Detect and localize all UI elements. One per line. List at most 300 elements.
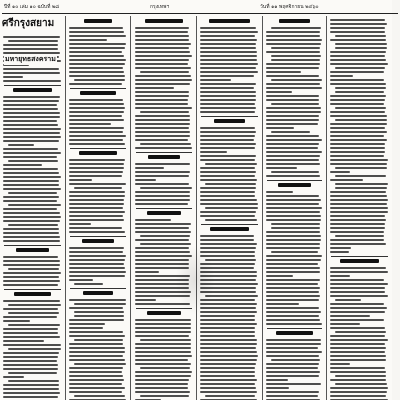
text-line bbox=[8, 144, 34, 146]
text-line bbox=[3, 184, 59, 186]
text-line bbox=[200, 319, 255, 321]
text-line bbox=[200, 331, 255, 333]
text-line bbox=[266, 163, 320, 165]
section-rule bbox=[4, 85, 61, 86]
text-line bbox=[3, 232, 59, 234]
text-line bbox=[3, 212, 60, 214]
text-line bbox=[69, 383, 122, 385]
text-line bbox=[3, 364, 58, 366]
text-line bbox=[135, 175, 189, 177]
text-line bbox=[266, 71, 301, 73]
text-line bbox=[69, 335, 125, 337]
text-line bbox=[69, 115, 122, 117]
section-rule bbox=[136, 208, 192, 209]
text-line bbox=[266, 75, 319, 77]
text-line bbox=[200, 35, 255, 37]
text-line bbox=[200, 43, 256, 45]
text-line bbox=[266, 307, 319, 309]
text-line bbox=[200, 63, 258, 65]
text-line bbox=[271, 79, 322, 81]
text-line bbox=[140, 143, 191, 145]
text-line bbox=[135, 135, 190, 137]
text-line bbox=[266, 291, 319, 293]
column-heading bbox=[14, 292, 51, 296]
section-rule bbox=[70, 288, 126, 289]
text-line bbox=[266, 95, 319, 97]
text-line bbox=[135, 27, 189, 29]
text-line bbox=[8, 192, 57, 194]
text-line bbox=[200, 151, 227, 153]
text-line bbox=[266, 143, 319, 145]
text-line bbox=[266, 367, 318, 369]
text-line bbox=[330, 311, 385, 313]
text-line bbox=[74, 363, 126, 365]
section-rule bbox=[70, 236, 126, 237]
text-line bbox=[3, 44, 58, 46]
text-line bbox=[266, 107, 321, 109]
column-5 bbox=[265, 16, 324, 400]
text-line bbox=[200, 131, 256, 133]
text-line bbox=[266, 39, 322, 41]
text-line bbox=[135, 131, 190, 133]
text-line bbox=[335, 235, 384, 237]
text-line bbox=[3, 240, 60, 242]
text-line bbox=[330, 363, 350, 365]
text-line bbox=[200, 339, 257, 341]
column-heading bbox=[84, 19, 113, 23]
text-line bbox=[330, 23, 387, 25]
text-line bbox=[330, 39, 386, 41]
text-line bbox=[330, 355, 386, 357]
text-line bbox=[135, 355, 192, 357]
column-heading bbox=[82, 239, 114, 243]
text-line bbox=[69, 323, 105, 325]
text-line bbox=[135, 231, 191, 233]
text-line bbox=[135, 167, 164, 169]
text-line bbox=[266, 87, 322, 89]
text-line bbox=[200, 327, 255, 329]
text-line bbox=[3, 36, 60, 38]
text-line bbox=[330, 351, 385, 353]
text-line bbox=[266, 239, 321, 241]
section-rule bbox=[70, 148, 126, 149]
text-line bbox=[135, 123, 190, 125]
text-line bbox=[140, 367, 190, 369]
text-line bbox=[330, 171, 350, 173]
text-line bbox=[266, 119, 319, 121]
text-line bbox=[3, 72, 60, 74]
text-line bbox=[200, 67, 256, 69]
text-line bbox=[3, 376, 24, 378]
column-rule-4 bbox=[262, 16, 263, 400]
text-line bbox=[200, 39, 257, 41]
text-line bbox=[135, 119, 190, 121]
text-line bbox=[200, 367, 255, 369]
text-line bbox=[8, 324, 60, 326]
text-line bbox=[3, 196, 59, 198]
text-line bbox=[205, 395, 255, 397]
text-line bbox=[266, 219, 321, 221]
text-line bbox=[271, 131, 310, 133]
text-line bbox=[266, 155, 320, 157]
text-line bbox=[3, 264, 60, 266]
text-line bbox=[335, 175, 386, 177]
text-line bbox=[3, 316, 57, 318]
text-line bbox=[135, 359, 188, 361]
text-line bbox=[3, 396, 58, 398]
text-line bbox=[135, 51, 190, 53]
text-line bbox=[69, 343, 123, 345]
text-line bbox=[266, 91, 292, 93]
text-line bbox=[266, 123, 318, 125]
text-line bbox=[3, 344, 61, 346]
text-line bbox=[266, 263, 318, 265]
text-line bbox=[3, 220, 60, 222]
text-line bbox=[330, 163, 387, 165]
text-line bbox=[3, 392, 60, 394]
text-line bbox=[69, 359, 125, 361]
text-line bbox=[266, 283, 318, 285]
text-line bbox=[135, 239, 189, 241]
text-line bbox=[266, 147, 318, 149]
column-rule-1 bbox=[65, 16, 66, 400]
text-line bbox=[271, 27, 321, 29]
text-line bbox=[3, 136, 61, 138]
column-2 bbox=[68, 16, 128, 400]
section-rule bbox=[70, 88, 126, 89]
column-heading bbox=[214, 119, 245, 123]
text-line bbox=[69, 43, 126, 45]
text-line bbox=[266, 279, 320, 281]
text-line bbox=[69, 143, 125, 145]
text-line bbox=[8, 160, 58, 162]
text-line bbox=[335, 299, 361, 301]
text-line bbox=[3, 236, 60, 238]
text-line bbox=[69, 27, 123, 29]
header-mid-text: กรุงเทพฯ bbox=[150, 4, 170, 10]
text-line bbox=[200, 47, 256, 49]
text-line bbox=[330, 147, 385, 149]
text-line bbox=[69, 159, 125, 161]
text-line bbox=[335, 167, 387, 169]
text-line bbox=[200, 103, 255, 105]
text-line bbox=[266, 247, 320, 249]
text-line bbox=[69, 207, 123, 209]
text-line bbox=[3, 108, 58, 110]
text-line bbox=[330, 51, 386, 53]
header-rule bbox=[2, 13, 398, 14]
text-line bbox=[266, 31, 320, 33]
text-line bbox=[271, 251, 318, 253]
text-line bbox=[335, 91, 384, 93]
column-heading bbox=[148, 155, 179, 159]
column-heading bbox=[80, 91, 117, 95]
text-line bbox=[135, 103, 188, 105]
text-line bbox=[3, 368, 58, 370]
text-line bbox=[69, 379, 124, 381]
text-line bbox=[69, 111, 124, 113]
text-line bbox=[266, 235, 321, 237]
text-line bbox=[200, 179, 257, 181]
text-line bbox=[335, 187, 387, 189]
text-line bbox=[3, 124, 58, 126]
text-line bbox=[3, 112, 60, 114]
text-line bbox=[200, 139, 254, 141]
text-line bbox=[271, 227, 320, 229]
text-line bbox=[205, 207, 258, 209]
text-line bbox=[266, 323, 322, 325]
text-line bbox=[205, 163, 257, 165]
text-line bbox=[330, 323, 360, 325]
text-line bbox=[335, 87, 386, 89]
text-line bbox=[3, 152, 61, 154]
text-line bbox=[200, 215, 255, 217]
text-line bbox=[74, 311, 124, 313]
text-line bbox=[266, 243, 320, 245]
text-line bbox=[330, 275, 350, 277]
text-line bbox=[69, 215, 123, 217]
text-line bbox=[200, 51, 257, 53]
column-rule-5 bbox=[326, 16, 327, 400]
text-line bbox=[330, 27, 385, 29]
text-line bbox=[330, 19, 385, 21]
section-headline: มหายุทธสงคราม bbox=[5, 54, 56, 63]
text-line bbox=[330, 387, 388, 389]
text-line bbox=[140, 71, 189, 73]
text-line bbox=[3, 280, 60, 282]
text-line bbox=[330, 215, 385, 217]
section-rule bbox=[267, 180, 322, 181]
text-line bbox=[135, 323, 191, 325]
text-line bbox=[266, 191, 293, 193]
text-line bbox=[69, 191, 125, 193]
text-line bbox=[135, 39, 189, 41]
text-line bbox=[69, 375, 123, 377]
text-line bbox=[330, 115, 387, 117]
column-4 bbox=[199, 16, 260, 400]
text-line bbox=[200, 315, 255, 317]
column-heading bbox=[278, 183, 310, 187]
text-line bbox=[69, 195, 125, 197]
text-line bbox=[69, 371, 122, 373]
text-line bbox=[335, 375, 386, 377]
text-line bbox=[266, 355, 319, 357]
text-line bbox=[3, 276, 59, 278]
text-line bbox=[69, 351, 125, 353]
text-line bbox=[266, 287, 320, 289]
text-line bbox=[135, 75, 191, 77]
text-line bbox=[74, 339, 123, 341]
text-line bbox=[330, 219, 386, 221]
column-heading bbox=[276, 331, 313, 335]
text-line bbox=[330, 131, 387, 133]
column-1 bbox=[2, 16, 63, 400]
text-line bbox=[200, 143, 256, 145]
text-line bbox=[135, 199, 190, 201]
text-line bbox=[135, 387, 188, 389]
text-line bbox=[3, 300, 60, 302]
text-line bbox=[200, 363, 256, 365]
section-rule bbox=[201, 116, 258, 117]
text-line bbox=[266, 315, 319, 317]
column-heading bbox=[13, 88, 52, 92]
text-line bbox=[135, 347, 191, 349]
text-line bbox=[140, 235, 190, 237]
text-line bbox=[3, 128, 61, 130]
text-line bbox=[266, 67, 319, 69]
column-heading bbox=[83, 291, 113, 295]
text-line bbox=[135, 67, 191, 69]
section-rule bbox=[4, 245, 61, 246]
text-line bbox=[135, 371, 192, 373]
text-line bbox=[135, 87, 174, 89]
text-line bbox=[330, 267, 386, 269]
text-line bbox=[69, 139, 123, 141]
text-line bbox=[69, 103, 124, 105]
text-line bbox=[200, 191, 255, 193]
text-line bbox=[200, 347, 256, 349]
text-line bbox=[135, 59, 189, 61]
text-line bbox=[330, 211, 388, 213]
text-line bbox=[200, 199, 257, 201]
text-line bbox=[69, 247, 124, 249]
text-line bbox=[8, 40, 58, 42]
section-rule bbox=[4, 289, 61, 290]
text-line bbox=[200, 211, 256, 213]
text-line bbox=[200, 171, 256, 173]
text-line bbox=[266, 363, 319, 365]
text-line bbox=[3, 320, 30, 322]
text-line bbox=[335, 43, 387, 45]
text-line bbox=[266, 387, 289, 389]
text-line bbox=[200, 387, 256, 389]
text-line bbox=[330, 143, 385, 145]
text-line bbox=[330, 347, 386, 349]
text-line bbox=[135, 83, 190, 85]
text-line bbox=[266, 295, 320, 297]
text-line bbox=[3, 176, 61, 178]
text-line bbox=[200, 235, 254, 237]
text-line bbox=[69, 39, 107, 41]
text-line bbox=[200, 79, 231, 81]
text-line bbox=[266, 127, 294, 129]
column-3 bbox=[134, 16, 194, 400]
text-line bbox=[330, 239, 384, 241]
text-line bbox=[200, 111, 255, 113]
text-line bbox=[266, 231, 320, 233]
text-line bbox=[266, 319, 320, 321]
text-line bbox=[69, 299, 126, 301]
text-line bbox=[330, 83, 386, 85]
text-line bbox=[271, 55, 321, 57]
text-line bbox=[200, 95, 256, 97]
text-line bbox=[330, 223, 385, 225]
text-line bbox=[135, 147, 192, 149]
text-line bbox=[266, 139, 322, 141]
text-line bbox=[271, 359, 320, 361]
text-line bbox=[200, 159, 255, 161]
text-line bbox=[135, 31, 188, 33]
text-line bbox=[330, 395, 386, 397]
text-line bbox=[330, 251, 349, 253]
text-line bbox=[69, 331, 123, 333]
text-line bbox=[135, 183, 189, 185]
text-line bbox=[330, 191, 386, 193]
text-line bbox=[69, 35, 126, 37]
text-line bbox=[8, 304, 61, 306]
text-line bbox=[3, 328, 58, 330]
text-line bbox=[266, 111, 321, 113]
text-line bbox=[135, 107, 192, 109]
text-line bbox=[3, 188, 61, 190]
text-line bbox=[3, 260, 60, 262]
text-line bbox=[266, 175, 320, 177]
text-line bbox=[3, 120, 57, 122]
text-line bbox=[3, 68, 59, 70]
text-line bbox=[200, 379, 257, 381]
text-line bbox=[8, 348, 61, 350]
text-line bbox=[69, 271, 126, 273]
text-line bbox=[200, 195, 255, 197]
text-line bbox=[330, 111, 385, 113]
text-line bbox=[266, 371, 320, 373]
text-line bbox=[135, 163, 190, 165]
column-heading bbox=[210, 227, 249, 231]
text-line bbox=[3, 180, 59, 182]
text-line bbox=[266, 271, 320, 273]
text-line bbox=[266, 351, 322, 353]
text-line bbox=[271, 59, 320, 61]
text-line bbox=[3, 340, 44, 342]
text-line bbox=[266, 267, 320, 269]
text-line bbox=[3, 216, 61, 218]
text-line bbox=[330, 95, 386, 97]
text-line bbox=[266, 167, 297, 169]
text-line bbox=[330, 207, 388, 209]
text-line bbox=[69, 119, 124, 121]
text-line bbox=[200, 27, 256, 29]
text-line bbox=[3, 384, 59, 386]
text-line bbox=[135, 179, 156, 181]
text-line bbox=[3, 148, 58, 150]
text-line bbox=[335, 47, 387, 49]
text-line bbox=[69, 123, 111, 125]
text-line bbox=[3, 172, 59, 174]
column-heading bbox=[340, 259, 379, 263]
text-line bbox=[200, 155, 256, 157]
text-line bbox=[3, 168, 58, 170]
text-line bbox=[69, 71, 124, 73]
text-line bbox=[266, 207, 322, 209]
text-line bbox=[266, 395, 318, 397]
text-line bbox=[330, 99, 385, 101]
text-line bbox=[135, 375, 191, 377]
text-line bbox=[3, 200, 57, 202]
text-line bbox=[330, 195, 387, 197]
column-heading bbox=[79, 151, 117, 155]
text-line bbox=[135, 335, 189, 337]
text-line bbox=[135, 63, 188, 65]
text-line bbox=[135, 95, 189, 97]
text-line bbox=[330, 203, 387, 205]
text-line bbox=[200, 187, 256, 189]
text-line bbox=[200, 99, 256, 101]
text-line bbox=[266, 199, 321, 201]
text-line bbox=[266, 135, 319, 137]
text-line bbox=[266, 195, 319, 197]
section-rule bbox=[331, 256, 388, 257]
text-line bbox=[135, 271, 159, 273]
